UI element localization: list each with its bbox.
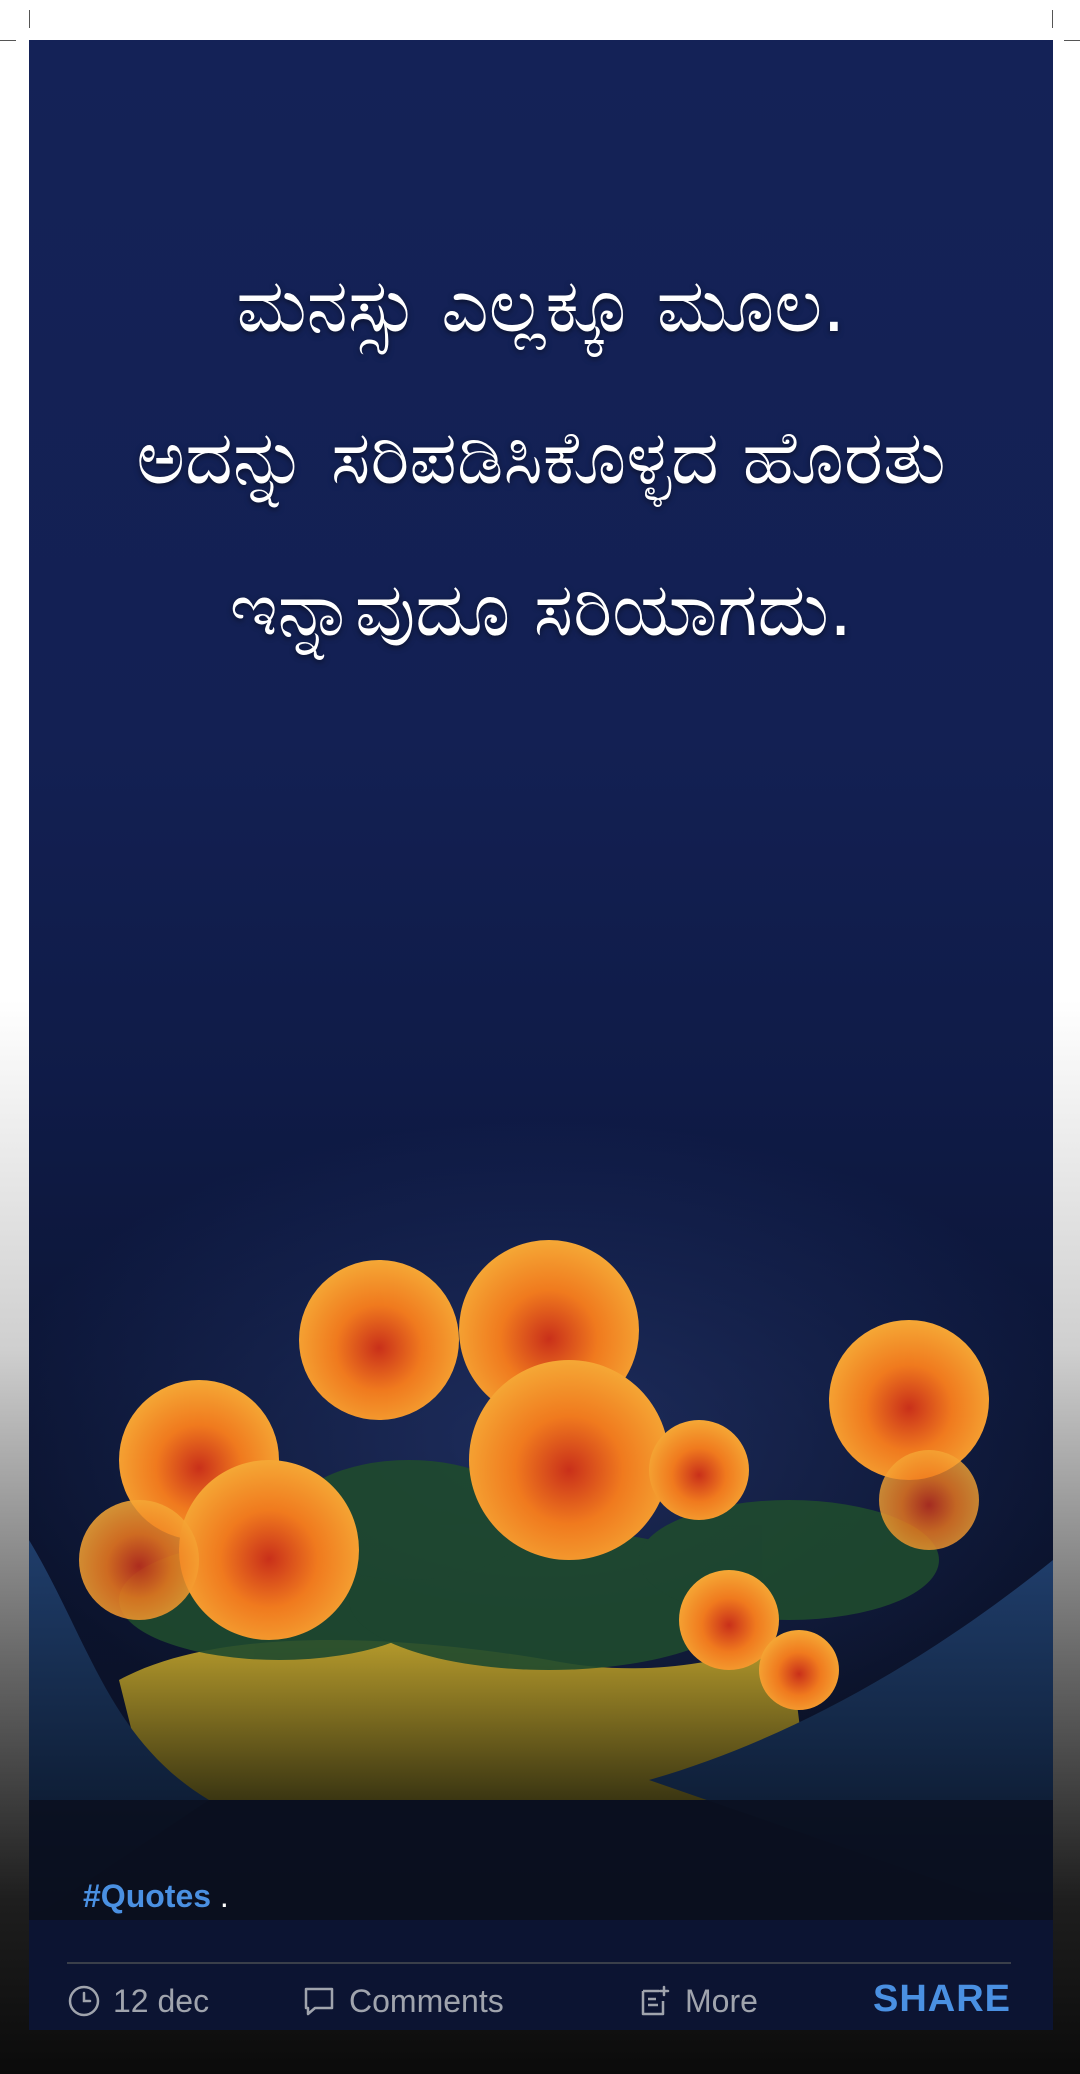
tag-row	[83, 1878, 229, 1915]
more-label: More	[685, 1982, 758, 2019]
post-date-text: 12 dec	[113, 1982, 210, 2019]
post-image[interactable]	[29, 40, 1053, 1920]
quote-line: ಮನಸ್ಸು ಎಲ್ಲಕ್ಕೂ ಮೂಲ.	[236, 263, 846, 349]
hashtag-link[interactable]: #Quotes	[83, 1878, 212, 1914]
more-button[interactable]	[637, 1976, 758, 2026]
crop-mark	[0, 40, 16, 41]
comments-label: Comments	[349, 1982, 504, 2019]
crop-mark	[1052, 10, 1053, 28]
more-posts-icon	[637, 1983, 673, 2019]
comment-bubble-icon	[301, 1983, 337, 2019]
post-card	[29, 40, 1053, 2030]
quote-text	[29, 230, 1053, 686]
post-meta-bar	[67, 1976, 1011, 2026]
divider	[67, 1962, 1011, 1964]
share-button[interactable]: SHARE	[872, 1978, 1011, 2020]
comments-button[interactable]	[301, 1976, 504, 2026]
post-date	[67, 1976, 209, 2026]
clock-icon	[67, 1984, 101, 2018]
quote-line: ಇನ್ನಾವುದೂ ಸರಿಯಾಗದು.	[229, 567, 853, 653]
quote-line: ಅದನ್ನು ಸರಿಪಡಿಸಿಕೊಳ್ಳದ ಹೊರತು	[136, 415, 946, 501]
crop-mark	[1064, 40, 1080, 41]
hashtag-suffix: .	[219, 1878, 229, 1914]
crop-mark	[29, 10, 30, 28]
